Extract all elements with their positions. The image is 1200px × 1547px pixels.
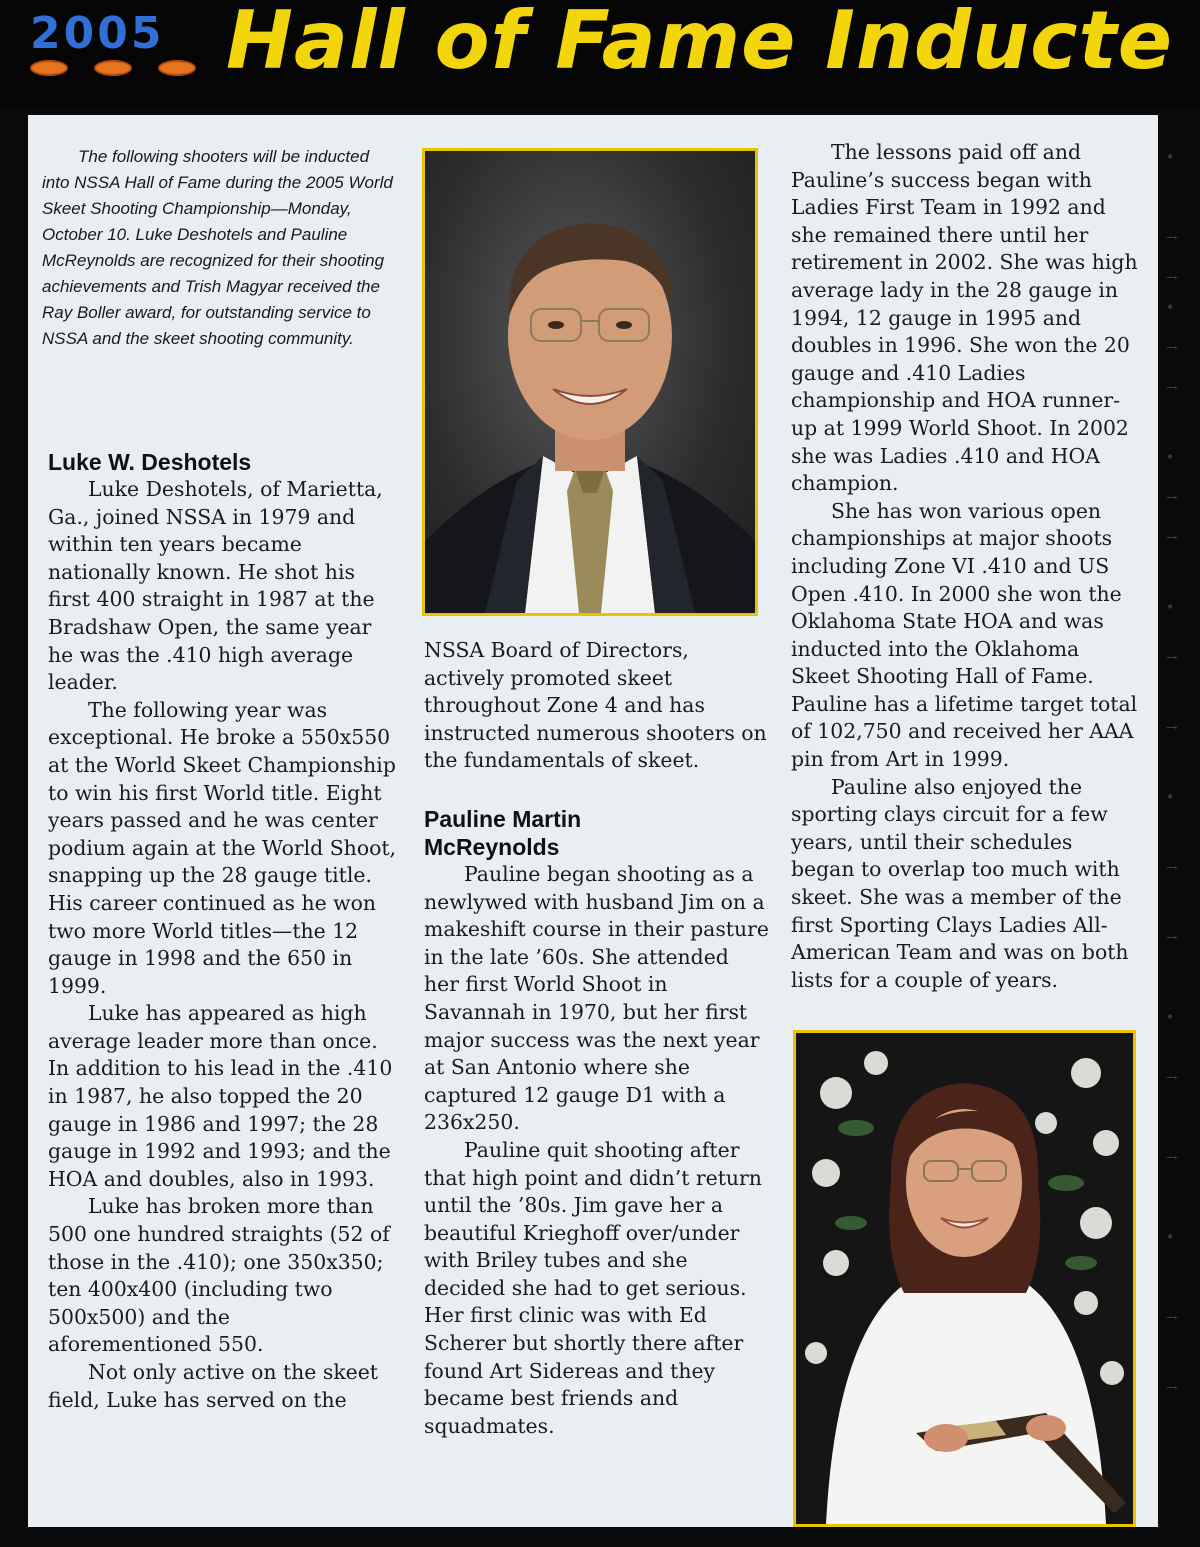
- pauline-heading-line-2: McReynolds: [424, 833, 560, 860]
- masthead-title: Hall of Fame Inducte: [226, 0, 1174, 87]
- pauline-paragraph-4: She has won various open championships at major shoots including Zone VI .410 and US Open .410. In 2000 she won the Oklahoma State HOA and was inducted into the Oklahoma Skeet Shooting Hall of Fame. Pauline has a lifetime target total of 102,750 and received her AAA pin from Art in 1999.: [791, 498, 1138, 772]
- woman-portrait-image: [796, 1033, 1133, 1524]
- luke-paragraph-4: Luke has broken more than 500 one hundred straights (52 of those in the .410); one 350x350; ten 400x400 (including two 500x500) and the aforementioned 550.: [48, 1194, 390, 1357]
- luke-portrait-photo: [422, 148, 758, 616]
- masthead: [0, 0, 1200, 108]
- masthead-year: 2005: [30, 8, 165, 59]
- pauline-paragraph-5: Pauline also enjoyed the sporting clays circuit for a few years, until their schedules began to overlap too much with skeet. She was a member of the first Sporting Clays Ladies All-American Team and was on both lists for a couple of years.: [791, 774, 1129, 992]
- page-edge-marks: • → → • → → • → → • → → • → → • → → • → →: [1166, 150, 1178, 1396]
- pauline-paragraph-2: Pauline quit shooting after that high point and didn’t return until the ’80s. Jim gave her a beautiful Krieghoff over/under with Briley tubes and she decided she had to get serious. Her first clinic was with Ed Scherer but shortly there after found Art Sidereas and they became best friends and squadmates.: [424, 1137, 762, 1438]
- pauline-portrait-photo: [793, 1030, 1136, 1527]
- pauline-paragraph-1: Pauline began shooting as a newlywed with husband Jim on a makeshift course in their pasture in the late ’60s. She attended her first World Shoot in Savannah in 1970, but her first major success was the next year at San Antonio where she captured 12 gauge D1 with a 236x250.: [424, 861, 769, 1135]
- pauline-paragraph-3: The lessons paid off and Pauline’s success began with Ladies First Team in 1992 and she remained there until her retirement in 2002. She was high average lady in the 28 gauge in 1994, 12 gauge in 1995 and doubles in 1996. She won the 20 gauge and .410 Ladies championship and HOA runner-up at 1999 World Shoot. In 2002 she was Ladies .410 and HOA champion.: [791, 140, 1138, 496]
- luke-heading: Luke W. Deshotels: [48, 449, 252, 475]
- luke-paragraph-2: The following year was exceptional. He broke a 550x550 at the World Skeet Championship to win his first World title. Eight years passed and he was center podium again at the World Shoot, snapping up the 28 gauge title. His career continued as he won two more World titles—the 12 gauge in 1998 and the 650 in 1999.: [48, 697, 397, 998]
- intro-paragraph: The following shooters will be inducted into NSSA Hall of Fame during the 2005 World Skeet Shooting Championship—Monday, October 10. Luke Deshotels and Pauline McReynolds are recognized for their shooting achievements and Trish Magyar received the Ray Boller award, for outstanding service to NSSA and the skeet shooting community.: [42, 147, 393, 348]
- pauline-heading-line-1: Pauline Martin: [424, 805, 582, 832]
- luke-paragraph-1: Luke Deshotels, of Marietta, Ga., joined NSSA in 1979 and within ten years became nationally known. He shot his first 400 straight in 1987 at the Bradshaw Open, the same year he was the .410 high average leader.: [48, 477, 383, 695]
- column-1: [48, 448, 400, 1414]
- luke-paragraph-3: Luke has appeared as high average leader more than once. In addition to his lead in the .410 in 1987, he also topped the 20 gauge in 1986 and 1997; the 28 gauge in 1992 and 1993; and the HOA and doubles, also in 1993.: [48, 1001, 393, 1191]
- man-portrait-image: [425, 151, 755, 613]
- luke-paragraph-continued: NSSA Board of Directors, actively promoted skeet throughout Zone 4 and has instructed numerous shooters on the fundamentals of skeet.: [424, 638, 767, 773]
- intro-text: [42, 144, 397, 352]
- column-2: [424, 637, 770, 1440]
- luke-paragraph-5: Not only active on the skeet field, Luke has served on the: [48, 1360, 378, 1412]
- column-3: [791, 139, 1141, 994]
